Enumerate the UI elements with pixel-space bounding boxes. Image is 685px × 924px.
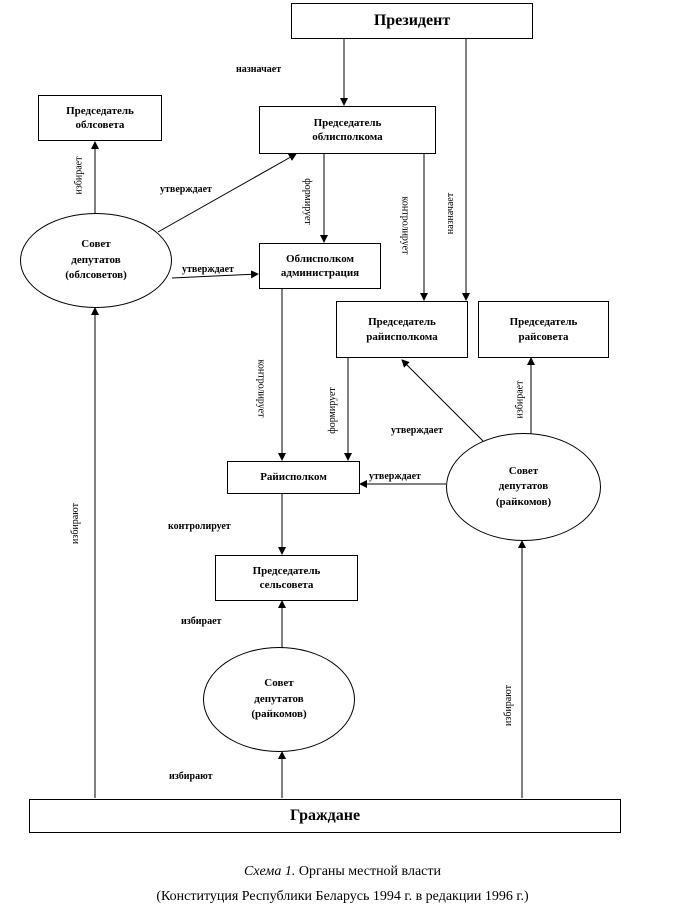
caption-scheme: Схема 1. <box>243 864 296 879</box>
label-izbirayut-left: избирают <box>69 503 81 544</box>
label-kontroliruet-right: контролирует <box>399 196 411 255</box>
label-izbiraet-raisovet: избирает <box>514 380 526 419</box>
label-utverzhdaet-chair-rai: утверждает <box>391 425 443 436</box>
label-izbiraet-selsovet: избирает <box>181 616 222 627</box>
label-izbirayut-right: избирают <box>502 685 514 726</box>
node-sovet-raikom-right: Совет депутатов (райкомов) <box>446 433 601 541</box>
label-formiruet-obl: формирует <box>301 178 313 225</box>
node-chair-raiispolkom: Председатель райисполкома <box>336 301 468 358</box>
node-oblispolkom-admin: Облисполком администрация <box>259 243 381 289</box>
node-chair-oblsovet: Председатель облсовета <box>38 95 162 141</box>
label-utverzhdaet-admin: утверждает <box>182 264 234 275</box>
node-chair-selsovet: Председатель сельсовета <box>215 555 358 601</box>
label-kontroliruet-admin: контролирует <box>255 359 267 418</box>
node-raiispolkom: Райисполком <box>227 461 360 494</box>
node-sovet-raikom-bottom: Совет депутатов (райкомов) <box>203 647 355 752</box>
node-citizens: Граждане <box>29 799 621 833</box>
caption-title: Органы местной власти <box>295 864 441 879</box>
label-izbirayut-bottom: избирают <box>169 771 213 782</box>
node-chair-raisovet: Председатель райсовета <box>478 301 609 358</box>
node-sovet-oblsovet: Совет депутатов (облсоветов) <box>20 213 172 308</box>
label-utverzhdaet-chair-obl: утверждает <box>160 184 212 195</box>
label-kontroliruet-selsovet: контролирует <box>168 521 231 532</box>
label-formiruet-rai: формирует <box>326 387 338 434</box>
label-naznachaet-vertical: назначает <box>445 192 457 235</box>
label-utverzhdaet-raiispolkom: утверждает <box>369 471 421 482</box>
node-president: Президент <box>291 3 533 39</box>
label-naznachaet-top: назначает <box>236 64 282 75</box>
caption-subtitle: (Конституция Республики Беларусь 1994 г. в редакции 1996 г.) <box>156 889 529 904</box>
caption-line-1 <box>0 864 685 880</box>
node-chair-oblispolkom: Председатель облисполкома <box>259 106 436 154</box>
label-izbiraet-oblsovet: избирает <box>73 156 85 195</box>
